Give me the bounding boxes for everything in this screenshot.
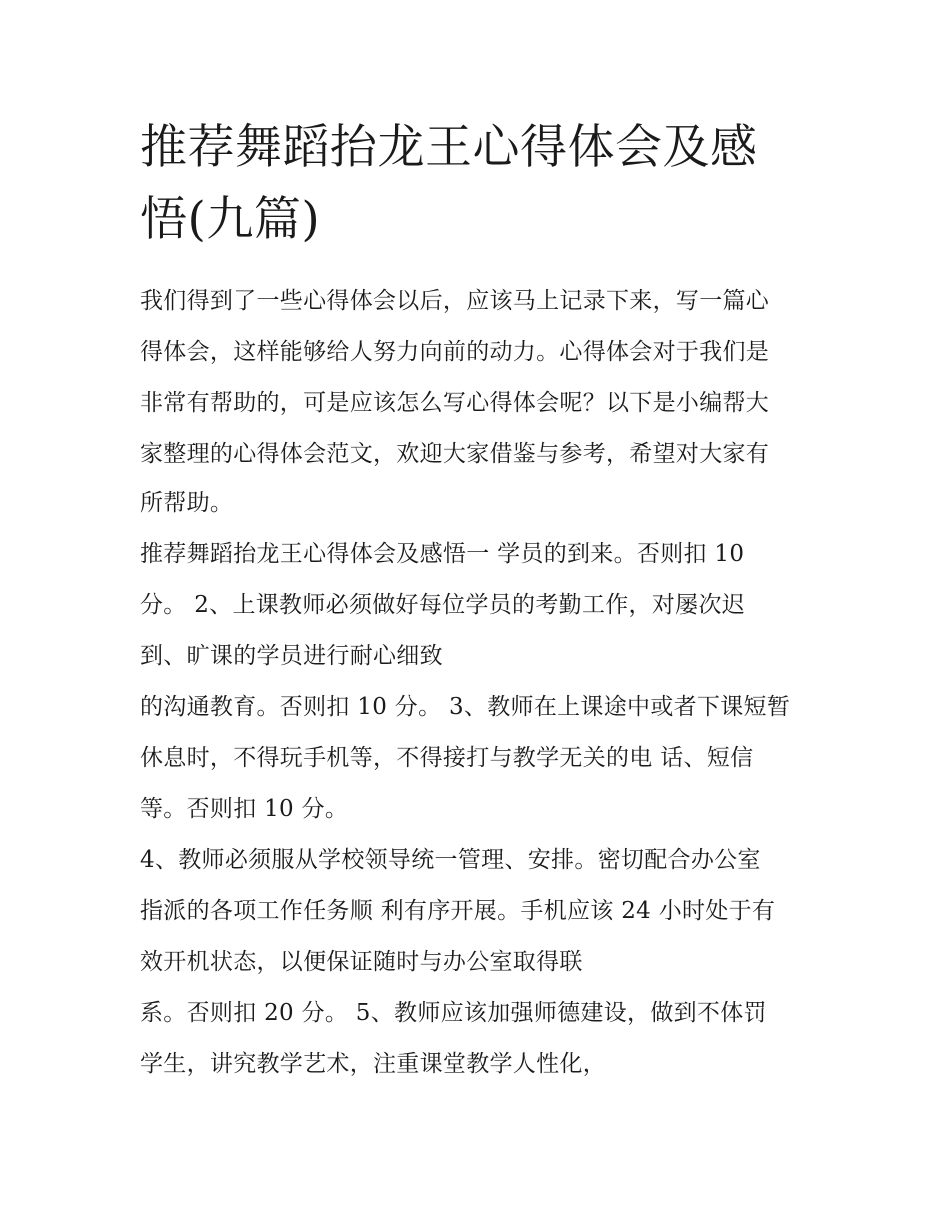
- title-line-2: 悟(九篇): [140, 192, 321, 247]
- document-title: [140, 112, 820, 256]
- body-line-10: 休息时，不得玩手机等，不得接打与教学无关的电 话、短信: [140, 745, 754, 771]
- body-line-8: 到、旷课的学员进行耐心细致: [140, 643, 443, 669]
- body-line-13: 指派的各项工作任务顺 利有序开展。手机应该 24 小时处于有: [140, 898, 776, 924]
- body-line-11: 等。否则扣 10 分。: [140, 796, 349, 822]
- body-line-5: 所帮助。: [140, 490, 234, 516]
- body-line-14: 效开机状态，以便保证随时与办公室取得联: [140, 949, 583, 975]
- body-line-4: 家整理的心得体会范文，欢迎大家借鉴与参考，希望对大家有: [140, 441, 770, 467]
- body-line-6: 推荐舞蹈抬龙王心得体会及感悟一 学员的到来。否则扣 10: [140, 541, 745, 567]
- body-line-1: 我们得到了一些心得体会以后，应该马上记录下来，写一篇心: [140, 288, 770, 314]
- body-line-2: 得体会，这样能够给人努力向前的动力。心得体会对于我们是: [140, 339, 770, 365]
- title-line-1: 推荐舞蹈抬龙王心得体会及感: [140, 120, 758, 175]
- body-line-9: 的沟通教育。否则扣 10 分。 3、教师在上课途中或者下课短暂: [140, 694, 791, 720]
- body-line-3: 非常有帮助的，可是应该怎么写心得体会呢？以下是小编帮大: [140, 390, 770, 416]
- body-line-16: 学生，讲究教学艺术，注重课堂教学人性化，: [140, 1051, 606, 1077]
- body-line-7: 分。 2、上课教师必须做好每位学员的考勤工作，对屡次迟: [140, 592, 746, 618]
- body-line-12: 4、教师必须服从学校领导统一管理、安排。密切配合办公室: [140, 847, 761, 873]
- body-line-15: 系。否则扣 20 分。 5、教师应该加强师德建设，做到不体罚: [140, 1000, 767, 1026]
